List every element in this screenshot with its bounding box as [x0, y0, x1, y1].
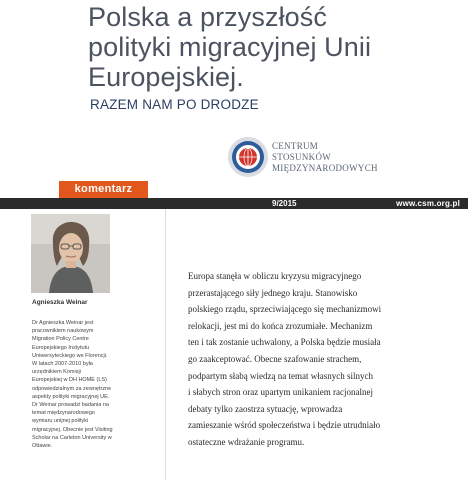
comment-body [188, 268, 388, 451]
body-line: relokacji, jest mi do końca zrozumiałe. Mechanizm [188, 320, 373, 331]
author-name: Agnieszka Weinar [32, 299, 88, 306]
bio-line: Scholar na Carleton University w [32, 434, 112, 441]
body-line: przerastającego siły jednego kraju. Stanowisko [188, 287, 358, 298]
bio-line: Dr Agnieszka Weinar jest [32, 320, 94, 326]
body-line: go zaakceptować. Obecne szafowanie strachem, [188, 353, 362, 364]
bio-line: Dr Weinar prowadzi badania na [32, 402, 109, 409]
bio-line: Migration Policy Centre [32, 336, 89, 343]
bio-line: Europejskiego Instytutu [32, 344, 90, 351]
bio-line: odpowiedzialnym za zewnętrzne [32, 385, 112, 392]
logo-text [272, 141, 378, 174]
title-line: polityki migracyjnej Unii [88, 32, 372, 62]
body-line: podpartym słabą wiedzą na temat własnych silnych [188, 370, 373, 381]
csm-logo [226, 135, 396, 183]
target-globe-icon [226, 135, 270, 179]
bio-line: Europejskiej w DH HOME (LS) [32, 377, 107, 384]
bio-line: urzędnikiem Komisji [32, 369, 81, 376]
website-link[interactable]: www.csm.org.pl [396, 199, 460, 208]
bio-line: aspekty polityki migracyjnej UE. [32, 393, 110, 400]
body-line: ostateczne wdrażanie programu. [188, 436, 305, 447]
logo-line: STOSUNKÓW [272, 152, 332, 162]
bio-line: temat międzynarodowego [32, 410, 95, 417]
bio-line: migracyjnej. Obecnie jest Visiting [32, 426, 113, 433]
document-title [88, 2, 458, 92]
bio-line: pracownikiem naukowym [32, 328, 94, 335]
bio-line: W latach 2007-2010 była [32, 361, 93, 368]
category-tab: komentarz [59, 181, 148, 198]
bio-line: Ottawie. [32, 443, 53, 450]
author-portrait [31, 214, 110, 293]
logo-line: CENTRUM [272, 141, 319, 151]
body-line: Europa stanęła w obliczu kryzysu migracyjnego [188, 271, 362, 281]
title-line: Europejskiej. [88, 62, 244, 92]
issue-number: 9/2015 [272, 199, 297, 208]
body-line: debaty tylko zaostrza sytuację, wprowadza [188, 403, 343, 414]
title-line: Polska a przyszłość [88, 2, 327, 32]
bio-line: Uniwersyteckiego we Florencji. [32, 352, 108, 359]
body-line: polskiego rządu, sprzeciwiającego się mechanizmowi [188, 304, 382, 315]
column-divider [165, 209, 166, 480]
author-photo [31, 214, 110, 293]
author-sidebar [0, 209, 165, 480]
body-line: i słabych stron oraz upartym unikaniem racjonalnej [188, 387, 373, 398]
body-line: zamieszanie wśród społeczeństwa i będzie utrudniało [188, 420, 381, 431]
document-subtitle: RAZEM NAM PO DRODZE [90, 97, 259, 112]
logo-line: MIĘDZYNARODOWYCH [272, 163, 378, 173]
body-line: ten i tak zostanie uchwalony, a Polska będzie musiała [188, 337, 381, 348]
author-bio [32, 319, 142, 450]
bio-line: wymiaru unijnej polityki [32, 418, 89, 425]
